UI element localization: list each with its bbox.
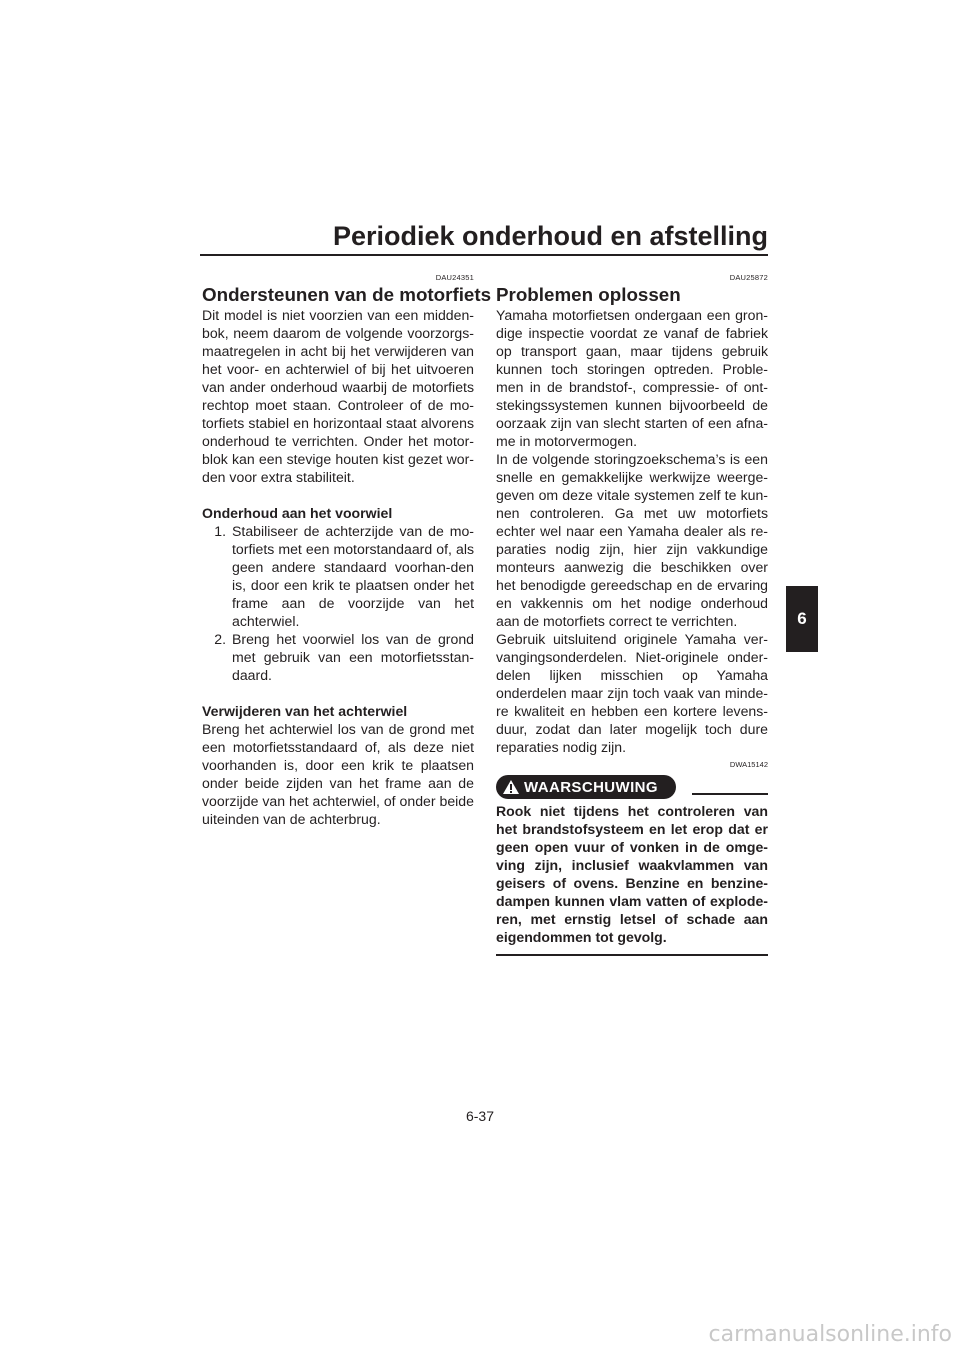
section-code: DAU25872 [729,273,768,282]
step-text: Breng het voorwiel los van de grond met gebruik van een motorfietsstan-daard. [232,631,474,683]
warning-code: DWA15142 [729,760,768,769]
step-text: Stabiliseer de achterzijde van de mo-torfiets met een motorstandaard of, als geen andere standaard voorhan-den is, door een krik te plaatsen onder het frame aan de voorzijde van het achterwiel. [232,523,474,629]
step-number: 2. [214,631,226,647]
watermark: carmanualsonline.info [708,1322,952,1347]
step-number: 1. [214,523,226,539]
section-title: Problemen oplossen [496,284,681,305]
warning-label-box [496,775,676,799]
paragraph: Gebruik uitsluitend originele Yamaha ver-vangingsonderdelen. Niet-originele onder-delen lijken misschien op Yamaha onderdelen maar zijn toch vaak van minde-re kwaliteit en hebben een kortere levens-duur, zodat dan later mogelijk toch dure reparaties nodig zijn. [496,631,768,755]
header-rule [200,254,768,256]
front-wheel-heading: Onderhoud aan het voorwiel [202,505,393,521]
chapter-tab: 6 [786,586,818,652]
rear-wheel-heading: Verwijderen van het achterwiel [202,703,408,719]
rear-wheel-paragraph: Breng het achterwiel los van de grond met een motorfietsstandaard of, als deze niet voorhanden is, door een krik te plaatsen onder beide zijden van het frame aan de voorzijde van het achterwiel, of onder beide uiteinden van de achterbrug. [202,721,474,827]
warning-triangle-icon [502,779,520,795]
right-column [496,272,768,956]
section-title: Ondersteunen van de motorfiets [202,284,492,305]
warning-bottom-rule [496,954,768,956]
intro-paragraph: Dit model is niet voorzien van een midden-bok, neem daarom de volgende voorzorgs-maatregelen in acht bij het verwijderen van het voor- en achterwiel of bij het uitvoeren van ander onderhoud waarbij de motorfiets rechtop moet staan. Controleer of de mo-torfiets stabiel en horizontaal staat alvorens onderhoud te verrichten. Onder het motor-blok kan een stevige houten kist gezet wor-den voor extra stabiliteit. [202,307,474,485]
list-item [202,630,474,684]
section-code: DAU24351 [435,273,474,282]
paragraph: Yamaha motorfietsen ondergaan een gron-dige inspectie voordat ze vanaf de fabriek op transport gaan, maar tijdens gebruik kunnen toch storingen optreden. Proble-men in de brandstof-, compressie- of ont-stekingssystemen kunnen bijvoorbeeld de oorzaak zijn van slecht starten of een afna-me in motorvermogen. [496,307,768,449]
page-number: 6-37 [465,1108,495,1124]
warning-label: WAARSCHUWING [524,778,658,796]
paragraph: In de volgende storingzoekschema’s is een snelle en gemakkelijke werkwijze weerge-geven om deze vitale systemen zelf te kun-nen controleren. Ga met uw motorfiets echter wel naar een Yamaha dealer als re-paraties nodig zijn, hier zijn vakkundige monteurs aanwezig die beschikken over het benodigde gereedschap en de ervaring en vakkennis om het nodige onderhoud aan de motorfiets correct te verrichten. [496,451,768,629]
front-wheel-steps [202,522,474,684]
warning-header [496,772,768,802]
warning-text: Rook niet tijdens het controleren van het brandstofsysteem en let erop dat er geen open vuur of vonken in de omge-ving zijn, inclusief waakvlammen van geisers of ovens. Benzine en benzine-dampen kunnen vlam vatten of explode-ren, met ernstig letsel of schade aan eigendommen tot gevolg. [496,803,768,945]
page-header-title: Periodiek onderhoud en afstelling [332,221,768,251]
list-item [202,522,474,630]
left-column [202,272,492,828]
warning-rule [692,793,768,795]
